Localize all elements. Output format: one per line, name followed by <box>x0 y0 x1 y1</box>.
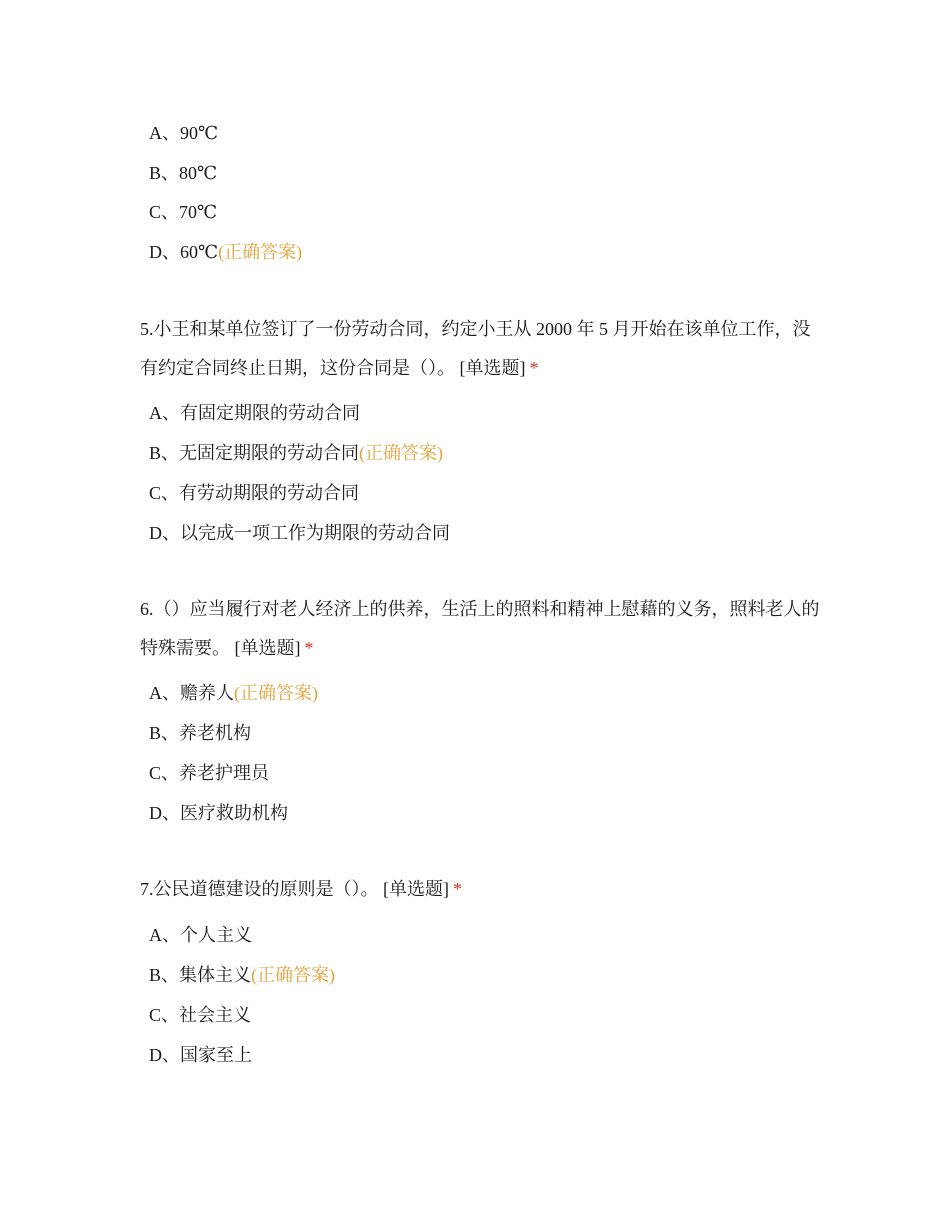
q5-option-b <box>149 441 443 465</box>
required-asterisk: * <box>453 879 462 899</box>
q5-option-a <box>149 401 360 425</box>
question-text: 7.公民道德建设的原则是（）。 [单选题] <box>140 879 449 899</box>
required-asterisk: * <box>304 638 314 658</box>
q7-question-text <box>140 870 820 909</box>
q4-option-d <box>149 240 302 264</box>
option-label: D、国家至上 <box>149 1045 252 1065</box>
q7-option-c <box>149 1003 251 1027</box>
q6-question-text <box>140 590 820 668</box>
option-label: D、以完成一项工作为期限的劳动合同 <box>149 523 450 543</box>
option-label: C、社会主义 <box>149 1005 252 1025</box>
option-label: B、养老机构 <box>149 723 252 743</box>
question-text: 5.小王和某单位签订了一份劳动合同，约定小王从 2000 年 5 月开始在该单位工作，没有约定合同终止日期，这份合同是（）。 [单选题] <box>140 319 811 378</box>
q6-option-a <box>149 681 318 705</box>
correct-answer-tag: (正确答案) <box>218 242 303 262</box>
option-label: A、有固定期限的劳动合同 <box>149 403 360 423</box>
q6-option-c <box>149 761 269 785</box>
q5-option-d <box>149 521 450 545</box>
q7-option-b <box>149 963 335 987</box>
q6-option-b <box>149 721 251 745</box>
option-label: D、医疗救助机构 <box>149 803 288 823</box>
q6-option-d <box>149 801 288 825</box>
option-label: A、个人主义 <box>149 925 252 945</box>
correct-answer-tag: (正确答案) <box>359 443 444 463</box>
correct-answer-tag: (正确答案) <box>251 965 336 985</box>
q4-option-c <box>149 200 217 224</box>
q4-option-b <box>149 161 217 185</box>
q7-option-a <box>149 923 252 947</box>
q5-option-c <box>149 481 359 505</box>
option-label: A、赡养人 <box>149 683 234 703</box>
option-label: B、80℃ <box>149 163 218 183</box>
q4-option-a <box>149 121 218 145</box>
correct-answer-tag: (正确答案) <box>234 683 318 703</box>
required-asterisk: * <box>529 358 539 378</box>
option-label: B、无固定期限的劳动合同 <box>149 443 360 463</box>
option-label: C、养老护理员 <box>149 763 270 783</box>
option-label: D、60℃ <box>149 242 219 262</box>
option-label: C、有劳动期限的劳动合同 <box>149 483 360 503</box>
question-text: 6.（）应当履行对老人经济上的供养，生活上的照料和精神上慰藉的义务，照料老人的特殊需要。 [单选题] <box>140 599 820 658</box>
option-label: A、90℃ <box>149 123 219 143</box>
option-label: B、集体主义 <box>149 965 252 985</box>
q7-option-d <box>149 1043 252 1067</box>
option-label: C、70℃ <box>149 202 218 222</box>
q5-question-text <box>140 310 820 388</box>
